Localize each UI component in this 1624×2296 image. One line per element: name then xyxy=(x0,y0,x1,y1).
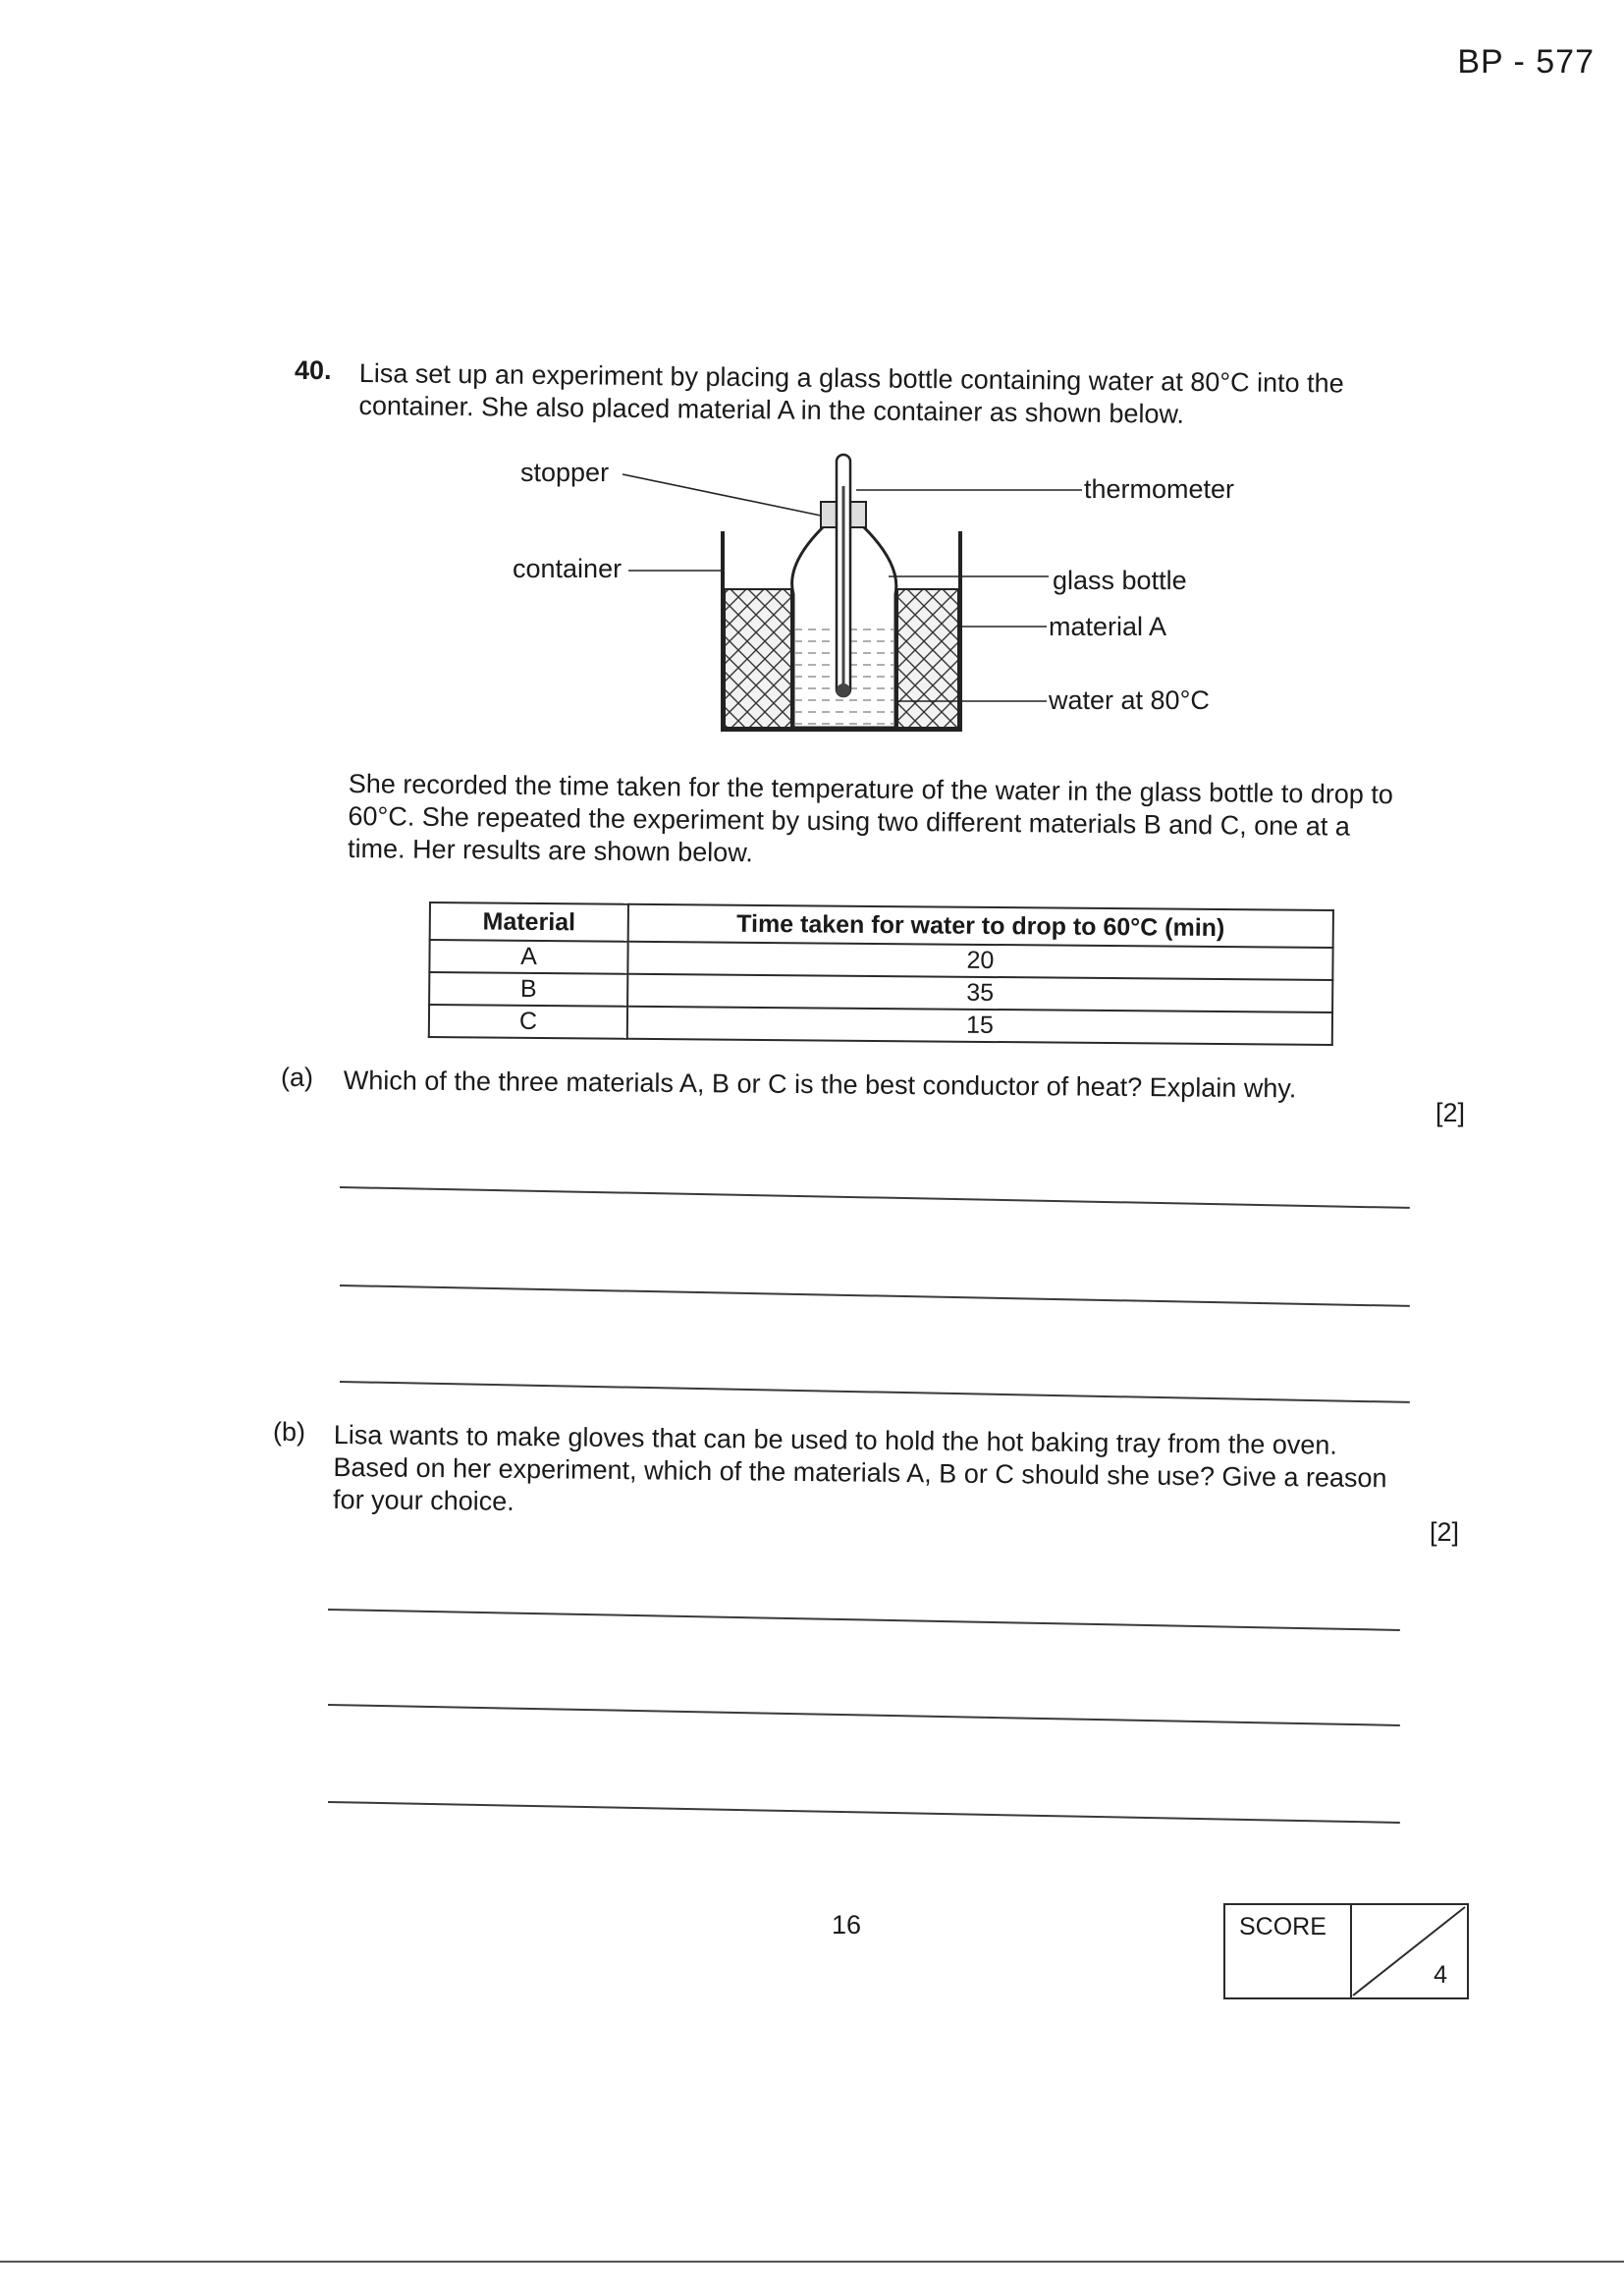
part-a-label: (a) xyxy=(281,1063,313,1092)
table-cell: B xyxy=(429,972,627,1007)
answer-line[interactable] xyxy=(328,1801,1400,1824)
table-cell: C xyxy=(429,1005,627,1039)
table-cell: 20 xyxy=(627,942,1332,980)
label-water: water at 80°C xyxy=(1049,685,1210,715)
page-number: 16 xyxy=(832,1910,862,1940)
document-code: BP - 577 xyxy=(1457,43,1595,81)
material-a-left xyxy=(725,589,791,728)
page-bottom-rule xyxy=(0,2261,1624,2263)
score-label: SCORE xyxy=(1239,1913,1326,1941)
experiment-diagram xyxy=(491,447,1276,751)
table-cell: A xyxy=(429,940,627,974)
header-time: Time taken for water to drop to 60°C (min) xyxy=(628,904,1333,948)
part-b-label: (b) xyxy=(273,1417,305,1447)
label-stopper: stopper xyxy=(520,458,610,487)
answer-line[interactable] xyxy=(340,1186,1410,1209)
header-material: Material xyxy=(430,902,628,942)
material-a-right xyxy=(897,589,958,728)
part-b-text: Lisa wants to make gloves that can be used to hold the hot baking tray from the oven. Based on her experiment, which of the materials A, B or C should she use? Give a reason for your choice. xyxy=(332,1420,1387,1516)
score-total: 4 xyxy=(1434,1961,1447,1989)
results-table xyxy=(428,902,1334,1046)
label-glass-bottle: glass bottle xyxy=(1053,566,1187,595)
table-cell: 35 xyxy=(627,974,1332,1012)
label-material-a: material A xyxy=(1049,612,1167,641)
table-cell: 15 xyxy=(627,1007,1332,1045)
score-slash xyxy=(1351,1905,1467,1997)
label-container: container xyxy=(513,554,623,583)
part-a-text: Which of the three materials A, B or C is the best conductor of heat? Explain why. xyxy=(343,1066,1297,1104)
table-row xyxy=(429,1005,1332,1045)
score-box xyxy=(1223,1903,1469,1999)
answer-line[interactable] xyxy=(328,1704,1400,1726)
part-b-marks: [2] xyxy=(1430,1517,1460,1547)
answer-line[interactable] xyxy=(328,1609,1400,1631)
results-intro: She recorded the time taken for the temperature of the water in the glass bottle to drop to 60°C. She repeated the experiment by using two different materials B and C, one at a time. Her results are shown below. xyxy=(347,768,1394,868)
answer-line[interactable] xyxy=(340,1285,1410,1307)
answer-line[interactable] xyxy=(340,1381,1410,1403)
question-number: 40. xyxy=(295,355,332,385)
label-thermometer: thermometer xyxy=(1084,474,1235,504)
part-a-marks: [2] xyxy=(1435,1098,1466,1127)
question-intro: Lisa set up an experiment by placing a glass bottle containing water at 80°C into the container. She also placed material A in the container as shown below. xyxy=(358,357,1344,429)
